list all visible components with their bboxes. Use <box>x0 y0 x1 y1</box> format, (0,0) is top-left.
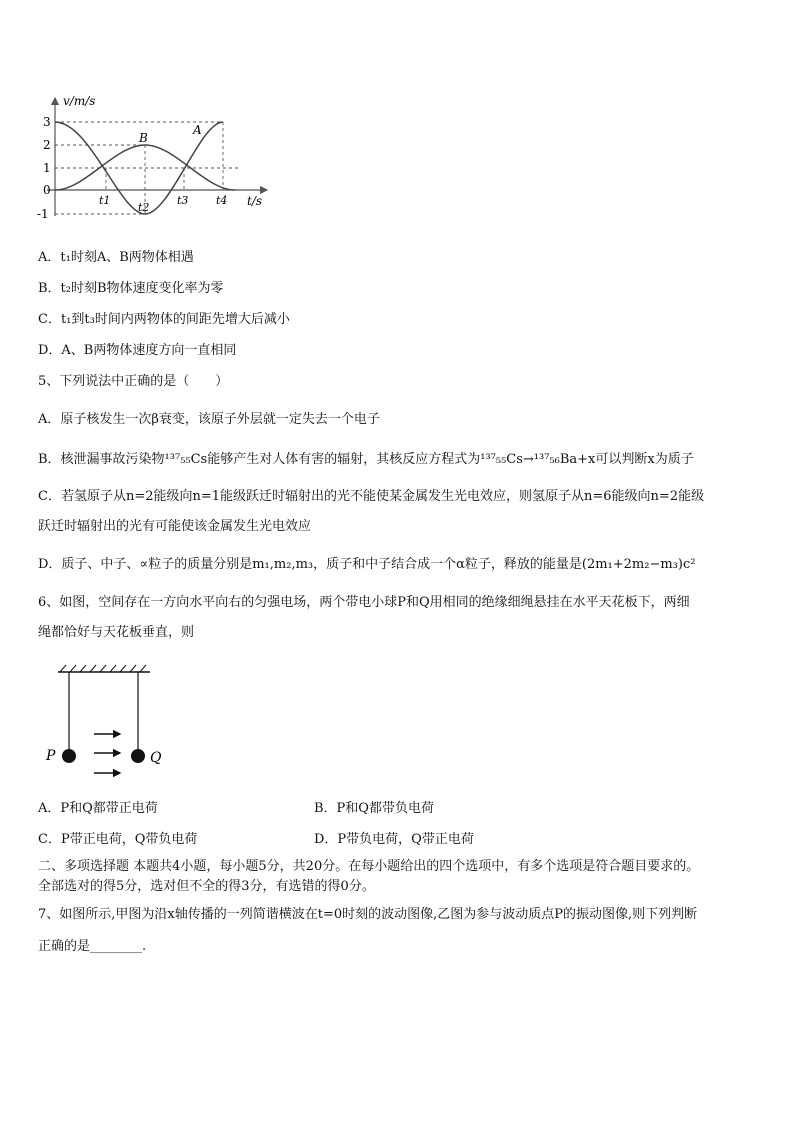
y-tick-0: 0 <box>43 183 51 197</box>
y-tick-1: 1 <box>43 161 51 175</box>
q4-option-b: B．t₂时刻B物体速度变化率为零 <box>38 281 224 296</box>
label-q: Q <box>150 750 162 766</box>
q5-option-d: D．质子、中子、∝粒子的质量分别是m₁,m₂,m₃，质子和中子结合成一个α粒子，释放的能量是(2m₁+2m₂−m₃)c² <box>38 557 696 572</box>
q6-stem-line1: 6、如图，空间存在一方向水平向右的匀强电场，两个带电小球P和Q用相同的绝缘细绳悬挂在水平天花板下，两细 <box>38 595 690 610</box>
section2-line2: 全部选对的得5分，选对但不全的得3分，有选错的得0分。 <box>38 879 375 894</box>
ceiling-hatch <box>60 665 146 672</box>
q5-option-c-line2: 跃迁时辐射出的光有可能使该金属发生光电效应 <box>38 519 312 534</box>
q6-stem-line2: 绳都恰好与天花板垂直，则 <box>38 625 195 640</box>
q6-option-d: D．P带负电荷，Q带正电荷 <box>314 832 474 847</box>
q7-line2: 正确的是________. <box>38 939 147 954</box>
section2-line1: 二、多项选择题 本题共4小题，每小题5分，共20分。在每小题给出的四个选项中，有多个选项是符合题目要求的。 <box>38 859 700 874</box>
q6-option-b: B．P和Q都带负电荷 <box>314 801 434 816</box>
y-tick-2: 2 <box>43 138 51 152</box>
q4-option-d: D．A、B两物体速度方向一直相同 <box>38 343 237 358</box>
y-tick-neg1: -1 <box>37 207 49 221</box>
q4-option-a: A．t₁时刻A、B两物体相遇 <box>38 250 194 265</box>
q6-option-c: C．P带正电荷，Q带负电荷 <box>38 832 198 847</box>
q5-option-a: A．原子核发生一次β衰变，该原子外层就一定失去一个电子 <box>38 412 380 427</box>
curve-label-a: A <box>193 123 202 137</box>
x-tick-t2: t2 <box>138 201 150 214</box>
q5-option-b: B．核泄漏事故污染物¹³⁷₅₅Cs能够产生对人体有害的辐射，其核反应方程式为¹³⁷₅₅Cs→¹³⁷₅₆Ba+x可以判断x为质子 <box>38 452 694 467</box>
q7-line1: 7、如图所示,甲图为沿x轴传播的一列简谐横波在t=0时刻的波动图像,乙图为参与波动质点P的振动图像,则下列判断 <box>38 907 698 922</box>
charged-balls-diagram <box>38 664 178 784</box>
label-p: P <box>46 748 56 764</box>
q5-stem: 5、下列说法中正确的是（ ） <box>38 374 229 389</box>
q5-option-c-line1: C．若氢原子从n=2能级向n=1能级跃迁时辐射出的光不能使某金属发生光电效应，则氢原子从n=6能级向n=2能级 <box>38 489 705 504</box>
q6-option-a: A．P和Q都带正电荷 <box>38 801 158 816</box>
velocity-time-graph <box>35 92 275 227</box>
ball-p <box>62 749 76 763</box>
ball-q <box>131 749 145 763</box>
x-tick-t4: t4 <box>216 194 228 207</box>
curve-label-b: B <box>139 131 148 145</box>
y-axis-label: v/m/s <box>63 94 96 108</box>
x-tick-t3: t3 <box>177 194 189 207</box>
field-arrows <box>94 734 120 773</box>
x-tick-t1: t1 <box>99 194 111 207</box>
x-axis-label: t/s <box>247 194 263 208</box>
y-tick-3: 3 <box>43 115 51 129</box>
q4-option-c: C．t₁到t₃时间内两物体的间距先增大后减小 <box>38 312 290 327</box>
